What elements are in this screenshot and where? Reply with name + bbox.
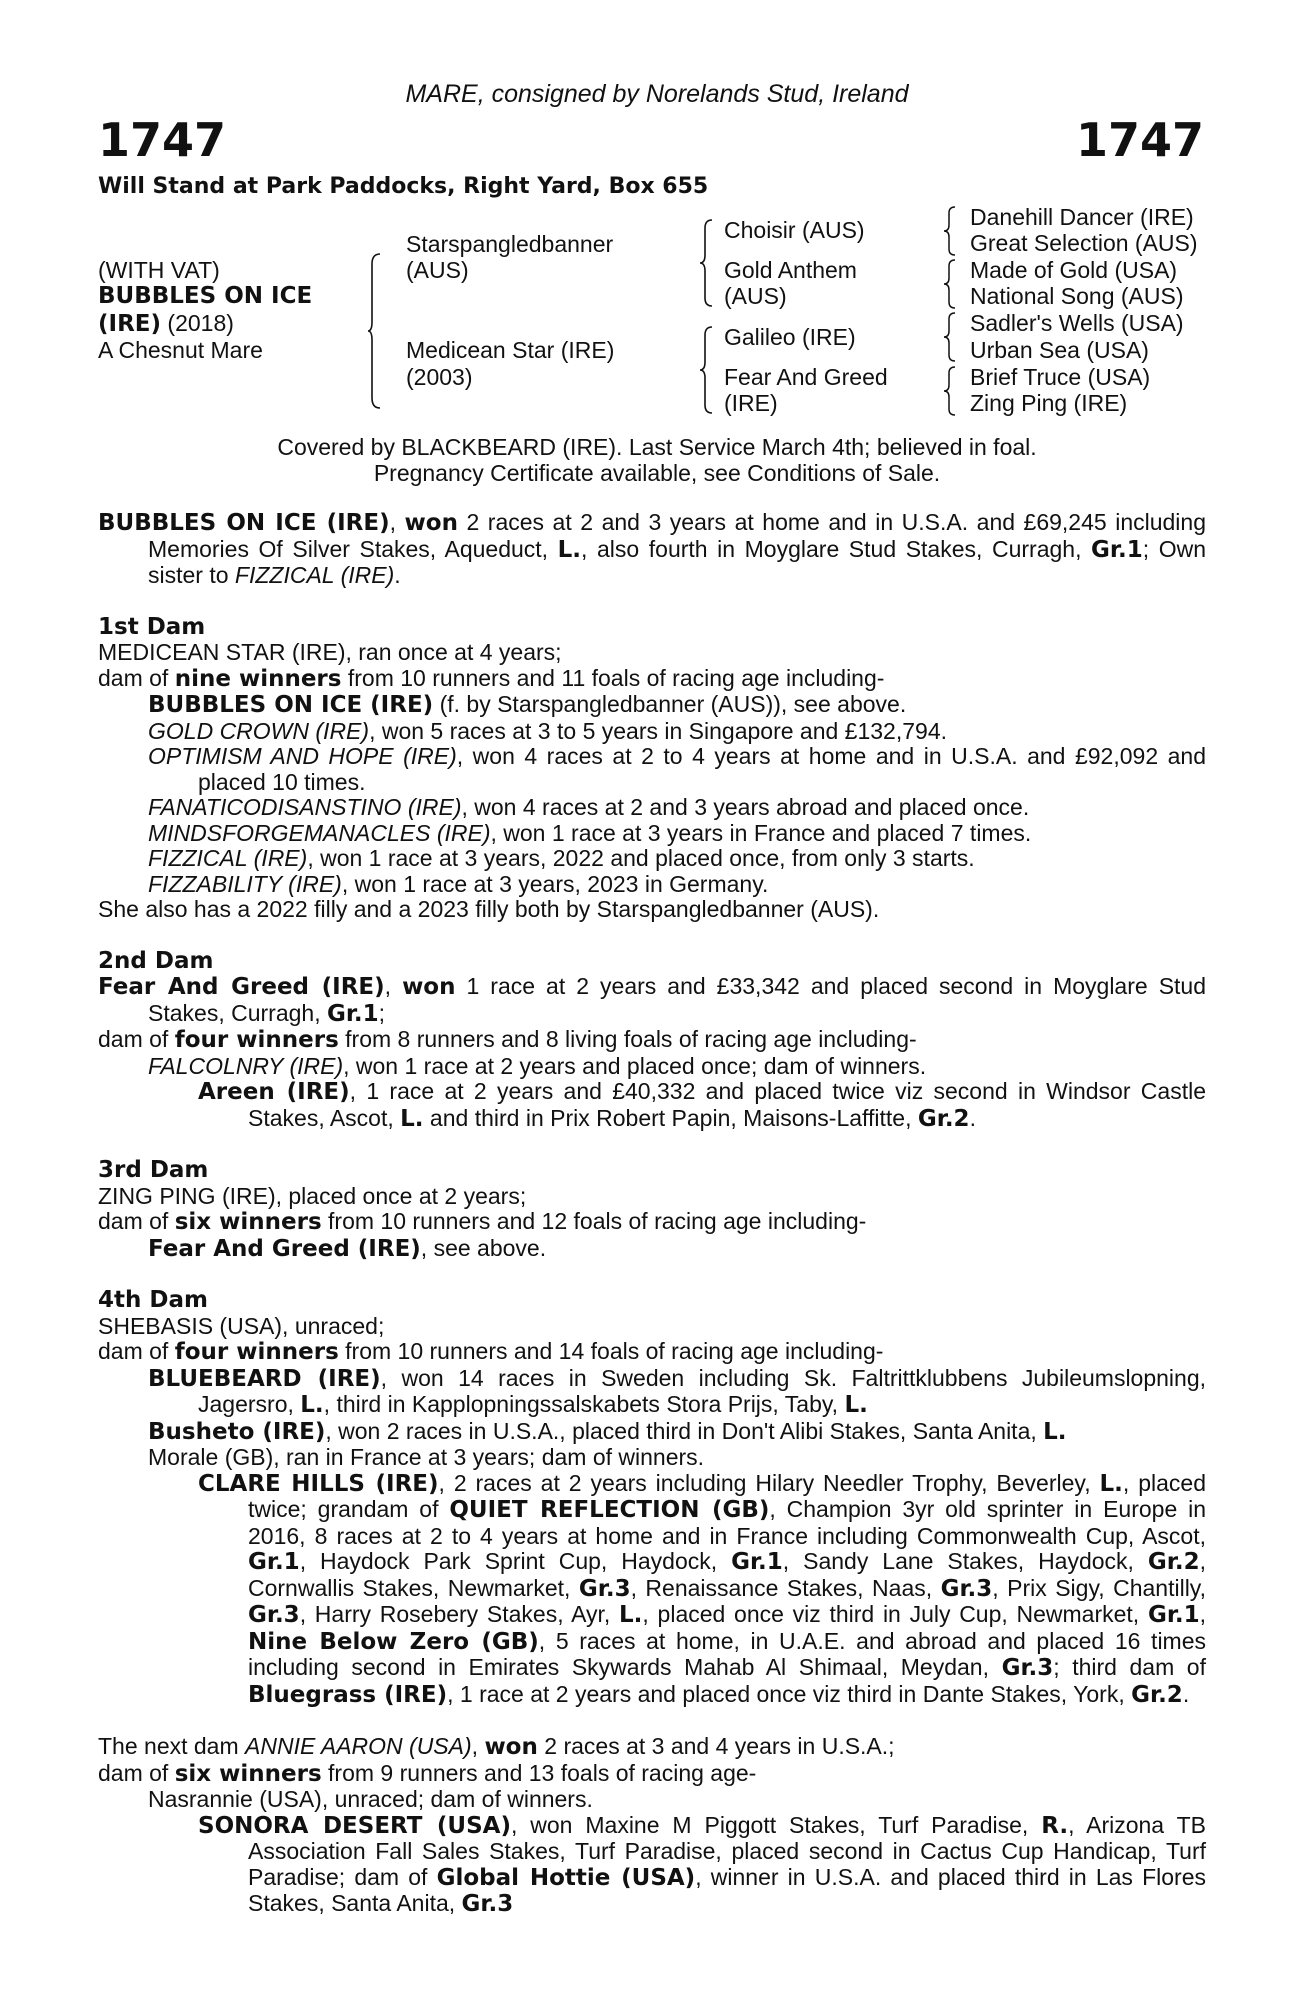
won-label: won xyxy=(404,510,458,536)
gg-1: Danehill Dancer (IRE) xyxy=(970,204,1194,230)
produce-text: , won 5 races at 3 to 5 years in Singapore and £132,794. xyxy=(369,717,948,744)
intro-text: 2 races at 2 and 3 years at home and in U.S.A. and £69,245 including Memories Of Silver Stakes, Aqueduct, xyxy=(148,509,1206,562)
second-dam-produce xyxy=(98,1027,1206,1054)
covering-note xyxy=(0,435,1314,486)
grandsire: Choisir (AUS) xyxy=(724,217,865,243)
produce-item xyxy=(98,1419,1206,1446)
group-label: Gr.1 xyxy=(248,1549,300,1575)
produce-text: , won 1 race at 3 years, 2022 and placed once, from only 3 starts. xyxy=(307,845,975,871)
produce-item xyxy=(98,795,1206,821)
group-label: Gr.1 xyxy=(1147,1602,1200,1628)
sire-parents-brace xyxy=(700,218,714,308)
sister-name: FIZZICAL (IRE) xyxy=(234,562,395,588)
gg-3: Made of Gold (USA) xyxy=(970,257,1178,283)
produce-text: , won 4 races at 2 to 4 years at home and in U.S.A. and £92,092 and placed 10 times. xyxy=(198,743,1206,795)
listed-label: L. xyxy=(400,1105,424,1132)
restricted-label: R. xyxy=(1041,1812,1069,1839)
gg-brace-4 xyxy=(944,365,956,417)
fourth-dam-produce xyxy=(98,1339,1206,1366)
produce-item xyxy=(98,1471,1206,1709)
gg-2: Great Selection (AUS) xyxy=(970,230,1198,256)
consignor-line: MARE, consigned by Norelands Stud, Ireland xyxy=(405,80,909,108)
produce-item xyxy=(98,744,1206,795)
produce-name: FIZZABILITY (IRE) xyxy=(148,870,342,897)
produce-text: and third in Prix Robert Papin, Maisons-Laffitte, xyxy=(423,1104,918,1131)
group-label: Gr.3 xyxy=(578,1575,631,1602)
text: dam of xyxy=(98,1208,175,1234)
t: , placed once viz third in July Cup, Newmarket, xyxy=(642,1601,1148,1627)
produce-text: , third in Kapplopningssalskabets Stora Prijs, Taby, xyxy=(323,1391,845,1417)
descendant-name: Global Hottie (USA) xyxy=(436,1864,696,1891)
t: , Champion 3yr old sprinter in Europe in 2016, 8 races at 2 to 4 years at home and in France including Commonwealth Cup, Ascot, xyxy=(248,1496,1207,1549)
won-label: won xyxy=(402,974,456,1000)
second-dam-record: Fear And Greed (IRE), won 1 race at 2 years and £33,342 and placed second in Moyglare Stud Stakes, Curragh, Gr.1; xyxy=(98,973,1207,1027)
gg-8: Zing Ping (IRE) xyxy=(970,390,1128,416)
produce-text: , won 1 race at 3 years in France and placed 7 times. xyxy=(490,819,1032,846)
pedigree-notes xyxy=(98,510,1206,1918)
gg-6: Urban Sea (USA) xyxy=(970,337,1149,363)
first-dam-also: She also has a 2022 filly and a 2023 filly both by Starspangledbanner (AUS). xyxy=(98,896,880,922)
t: , 1 race at 2 years and placed once viz third in Dante Stakes, York, xyxy=(447,1680,1132,1707)
fourth-dam-heading: 4th Dam xyxy=(98,1287,208,1313)
produce-name: Busheto (IRE) xyxy=(148,1418,326,1445)
second-dam-country: (IRE) xyxy=(724,390,778,416)
t: , placed twice; grandam of xyxy=(248,1469,1206,1522)
produce-name: BLUEBEARD (IRE) xyxy=(148,1365,381,1392)
group-label: Gr.3 xyxy=(248,1602,300,1628)
next-dam-name: ANNIE AARON (USA) xyxy=(245,1733,472,1759)
descendant-name: Nine Below Zero (GB) xyxy=(248,1628,539,1655)
produce-name: FANATICODISANSTINO (IRE) xyxy=(148,794,462,820)
t: , 5 races at home, in U.A.E. and abroad and placed 16 times including second in Emirates Skywards Mahab Al Shimaal, Meydan, xyxy=(248,1627,1207,1680)
descendant-name: QUIET REFLECTION (GB) xyxy=(449,1497,770,1523)
dam-parents-brace xyxy=(700,325,714,415)
produce-name: GOLD CROWN (IRE) xyxy=(148,717,370,744)
text: dam of xyxy=(98,664,175,691)
produce-item xyxy=(98,821,1206,847)
gg-brace-1 xyxy=(944,205,956,257)
produce-item xyxy=(98,1236,1206,1263)
produce-item xyxy=(98,846,1206,872)
t: , 2 races at 2 years including Hilary Needler Trophy, Beverley, xyxy=(438,1469,1100,1496)
t: , xyxy=(471,1733,485,1759)
listed-label: L. xyxy=(1043,1418,1067,1445)
t: The next dam xyxy=(98,1733,246,1759)
listed-label: L. xyxy=(300,1392,324,1418)
damsire: Galileo (IRE) xyxy=(724,324,856,350)
t: , winner in U.S.A. and placed third in Las Flores Stakes, Santa Anita, xyxy=(248,1863,1207,1916)
dam-year: (2003) xyxy=(406,364,473,390)
listed-label: L. xyxy=(619,1602,643,1628)
produce-text: , won 2 races in U.S.A., placed third in Don't Alibi Stakes, Santa Anita, xyxy=(325,1417,1044,1444)
gg-7: Brief Truce (USA) xyxy=(970,364,1151,390)
winners-count: four winners xyxy=(174,1027,339,1053)
second-dam-heading: 2nd Dam xyxy=(98,947,214,974)
winners-count: nine winners xyxy=(174,665,342,692)
produce-item xyxy=(98,1079,1206,1132)
listed-label: L. xyxy=(844,1392,868,1418)
produce-item: Morale (GB), ran in France at 3 years; dam of winners. xyxy=(148,1444,705,1470)
horse-name-line1: BUBBLES ON ICE xyxy=(98,283,313,309)
produce-name: OPTIMISM AND HOPE (IRE) xyxy=(148,743,457,769)
gg-brace-2 xyxy=(944,258,956,310)
gg-5: Sadler's Wells (USA) xyxy=(970,310,1184,336)
produce-text: . xyxy=(969,1104,976,1131)
produce-text: , see above. xyxy=(420,1234,547,1261)
t: from 9 runners and 13 foals of racing age- xyxy=(321,1759,757,1786)
first-dam-produce xyxy=(98,666,1206,693)
text: 1 race at 2 years and £33,342 and placed second in Moyglare Stud Stakes, Curragh, xyxy=(148,973,1207,1026)
horse-description: A Chesnut Mare xyxy=(98,337,263,363)
third-dam-produce xyxy=(98,1209,1206,1236)
third-dam-heading: 3rd Dam xyxy=(98,1157,209,1183)
dam-name: Fear And Greed (IRE) xyxy=(98,974,385,1000)
text: ; xyxy=(378,999,386,1026)
fourth-dam-line: SHEBASIS (USA), unraced; xyxy=(98,1312,385,1339)
lot-number-left: 1747 xyxy=(98,113,227,167)
granddam-sire-side-country: (AUS) xyxy=(724,283,787,309)
group-label: Gr.3 xyxy=(940,1575,993,1602)
produce-text: , 1 race at 2 years and £40,332 and placed twice viz second in Windsor Castle Stakes, Ascot, xyxy=(248,1078,1206,1131)
produce-name: BUBBLES ON ICE (IRE) xyxy=(148,692,434,718)
produce-name: Fear And Greed (IRE) xyxy=(148,1235,421,1262)
group-label: Gr.1 xyxy=(326,1000,379,1027)
winners-count: six winners xyxy=(174,1760,322,1787)
listed-label: L. xyxy=(1099,1470,1123,1497)
sire-name: Starspangledbanner xyxy=(406,231,614,257)
group-label: Gr.3 xyxy=(1001,1655,1054,1681)
group-label: Gr.2 xyxy=(917,1105,970,1132)
winners-count: four winners xyxy=(174,1339,339,1365)
gg-brace-3 xyxy=(944,311,956,363)
produce-item xyxy=(98,692,1206,719)
next-dam-produce xyxy=(98,1761,1206,1788)
intro-text: . xyxy=(394,562,401,588)
text: from 8 runners and 8 living foals of racing age including- xyxy=(338,1026,917,1052)
t: , won Maxine M Piggott Stakes, Turf Paradise, xyxy=(510,1811,1042,1838)
group-label: Gr.1 xyxy=(1091,536,1143,563)
t: dam of xyxy=(98,1759,175,1786)
granddam-sire-side: Gold Anthem xyxy=(724,257,857,283)
horse-name-line2 xyxy=(98,311,234,338)
t: , xyxy=(1199,1601,1207,1627)
produce-name: SONORA DESERT (USA) xyxy=(198,1812,511,1839)
descendant-name: Bluegrass (IRE) xyxy=(248,1681,448,1708)
produce-name: FIZZICAL (IRE) xyxy=(148,845,308,871)
produce-item xyxy=(98,872,1206,898)
covering-line: Covered by BLACKBEARD (IRE). Last Service March 4th; believed in foal. xyxy=(277,434,1037,460)
produce-text: (f. by Starspangledbanner (AUS)), see above. xyxy=(433,691,907,717)
t: , Prix Sigy, Chantilly, xyxy=(992,1574,1206,1601)
t: , Cornwallis Stakes, Newmarket, xyxy=(248,1548,1206,1601)
produce-name: FALCOLNRY (IRE) xyxy=(148,1052,344,1079)
produce-name: MINDSFORGEMANACLES (IRE) xyxy=(148,819,491,846)
produce-item xyxy=(98,1054,1206,1080)
lot-number-right: 1747 xyxy=(1075,113,1204,167)
won-label: won xyxy=(484,1734,538,1760)
intro-text: ; Own sister to xyxy=(148,535,1206,588)
produce-item: Nasrannie (USA), unraced; dam of winners. xyxy=(148,1786,593,1812)
text: from 10 runners and 11 foals of racing age including- xyxy=(341,664,885,691)
dam-name: Medicean Star (IRE) xyxy=(406,337,615,363)
t: . xyxy=(1182,1680,1190,1707)
text: dam of xyxy=(98,1026,175,1052)
group-label: Gr.2 xyxy=(1147,1549,1200,1575)
t: , Harry Rosebery Stakes, Ayr, xyxy=(299,1601,620,1627)
third-dam-line: ZING PING (IRE), placed once at 2 years; xyxy=(98,1182,527,1209)
first-dam-line: MEDICEAN STAR (IRE), ran once at 4 years; xyxy=(98,639,562,665)
t: , Haydock Park Sprint Cup, Haydock, xyxy=(299,1548,732,1574)
group-label: Gr.2 xyxy=(1131,1681,1183,1708)
t: , Sandy Lane Stakes, Haydock, xyxy=(782,1548,1148,1574)
intro-text: , also fourth in Moyglare Stud Stakes, Curragh, xyxy=(581,535,1092,562)
text: from 10 runners and 12 foals of racing age including- xyxy=(321,1208,867,1234)
produce-text: , won 1 race at 2 years and placed once; dam of winners. xyxy=(343,1052,927,1079)
horse-year: (2018) xyxy=(161,310,234,336)
gg-4: National Song (AUS) xyxy=(970,283,1184,309)
group-label: Gr.3 xyxy=(461,1891,514,1917)
first-dam-heading: 1st Dam xyxy=(98,613,206,640)
next-dam-line xyxy=(98,1734,1206,1761)
produce-item xyxy=(98,1813,1206,1918)
group-label: Gr.1 xyxy=(731,1549,783,1575)
produce-text: , won 1 race at 3 years, 2023 in Germany. xyxy=(341,870,769,897)
t: , Arizona TB Association Fall Sales Stakes, Turf Paradise, placed second in Cactus Cup Handicap, Turf Paradise; dam of xyxy=(248,1811,1206,1890)
text: dam of xyxy=(98,1338,175,1364)
t: , Renaissance Stakes, Naas, xyxy=(630,1574,941,1601)
text: from 10 runners and 14 foals of racing age including- xyxy=(338,1338,884,1364)
horse-name: BUBBLES ON ICE (IRE) xyxy=(98,510,390,536)
produce-item xyxy=(98,719,1206,745)
second-dam: Fear And Greed xyxy=(724,364,888,390)
sire-dam-brace xyxy=(368,252,384,410)
sire-country: (AUS) xyxy=(406,257,469,283)
winners-count: six winners xyxy=(174,1209,322,1235)
intro-paragraph: BUBBLES ON ICE (IRE), won 2 races at 2 and 3 years at home and in U.S.A. and £69,245 including Memories Of Silver Stakes, Aqueduct, L., also fourth in Moyglare Stud Stakes, Curragh, Gr.1; Own sister to FIZZICAL (IRE). xyxy=(98,509,1206,588)
t: 2 races at 3 and 4 years in U.S.A.; xyxy=(537,1733,895,1759)
produce-item xyxy=(98,1366,1206,1419)
produce-text: , won 4 races at 2 and 3 years abroad and placed once. xyxy=(461,794,1030,820)
t: ; third dam of xyxy=(1053,1654,1206,1680)
produce-name: Areen (IRE) xyxy=(198,1079,350,1105)
horse-vat: (WITH VAT) xyxy=(98,257,220,283)
horse-name-suffix: (IRE) xyxy=(98,311,162,337)
pregnancy-line: Pregnancy Certificate available, see Conditions of Sale. xyxy=(373,459,941,486)
produce-name: CLARE HILLS (IRE) xyxy=(198,1470,439,1497)
stand-location: Will Stand at Park Paddocks, Right Yard, Box 655 xyxy=(98,174,709,199)
produce-text: , won 14 races in Sweden including Sk. Faltrittklubbens Jubileumslopning, Jagersro, xyxy=(198,1364,1207,1417)
listed-label: L. xyxy=(557,536,582,563)
